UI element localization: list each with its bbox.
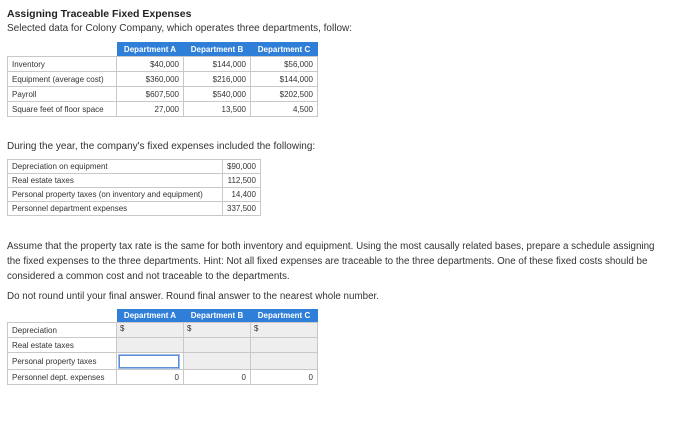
expense-label: Personnel department expenses	[8, 202, 223, 216]
depreciation-dept-b-input[interactable]	[184, 323, 251, 338]
cell-value: $202,500	[251, 87, 318, 102]
column-header: Department A	[117, 42, 184, 57]
row-label: Payroll	[8, 87, 117, 102]
rounding-instructions: Do not round until your final answer. Round final answer to the nearest whole number.	[7, 291, 379, 302]
column-header: Department C	[251, 42, 318, 57]
table-row	[8, 188, 261, 202]
instructions-paragraph: Assume that the property tax rate is the same for both inventory and equipment. Using the most causally related bases, prepare a schedule assigning the fixed expenses to the three departments. Hint: Not all fixed expenses are traceable to the three departments. One of these fixed costs should be considered a common cost and not traceable to the departments.	[7, 241, 655, 282]
personnel-dept-c-value: 0	[251, 370, 318, 385]
expense-value: 337,500	[223, 202, 261, 216]
cell-value: 27,000	[117, 102, 184, 117]
row-label: Real estate taxes	[8, 338, 117, 353]
cell-value: $56,000	[251, 57, 318, 72]
cell-value: $144,000	[184, 57, 251, 72]
page-subtitle: Selected data for Colony Company, which operates three departments, follow:	[7, 23, 352, 34]
row-label: Square feet of floor space	[8, 102, 117, 117]
cell-value: 4,500	[251, 102, 318, 117]
personal-property-taxes-dept-b-input[interactable]	[184, 353, 251, 370]
depreciation-dept-c-input[interactable]	[251, 323, 318, 338]
currency-symbol: $	[254, 324, 259, 333]
table-row	[8, 102, 318, 117]
table-row	[8, 72, 318, 87]
column-header: Department A	[117, 309, 184, 323]
cell-value: 13,500	[184, 102, 251, 117]
table-row	[8, 338, 318, 353]
expense-value: $90,000	[223, 160, 261, 174]
row-label: Inventory	[8, 57, 117, 72]
column-header: Department B	[184, 42, 251, 57]
real-estate-taxes-dept-b-input[interactable]	[184, 338, 251, 353]
row-label: Equipment (average cost)	[8, 72, 117, 87]
expense-label: Real estate taxes	[8, 174, 223, 188]
cell-value: $144,000	[251, 72, 318, 87]
personal-property-taxes-dept-c-input[interactable]	[251, 353, 318, 370]
fixed-expenses-table	[7, 159, 261, 216]
column-header: Department B	[184, 309, 251, 323]
currency-symbol: $	[187, 324, 192, 333]
depreciation-dept-a-input[interactable]	[117, 323, 184, 338]
cell-value: $360,000	[117, 72, 184, 87]
personal-property-taxes-dept-a-input[interactable]	[119, 355, 179, 368]
personnel-dept-b-value: 0	[184, 370, 251, 385]
expense-label: Personal property taxes (on inventory and equipment)	[8, 188, 223, 202]
personal-property-taxes-dept-a-cell[interactable]	[117, 353, 184, 370]
personnel-dept-a-value: 0	[117, 370, 184, 385]
column-header: Department C	[251, 309, 318, 323]
table-row	[8, 202, 261, 216]
cell-value: $216,000	[184, 72, 251, 87]
table-row	[8, 353, 318, 370]
table-row	[8, 57, 318, 72]
row-label: Personal property taxes	[8, 353, 117, 370]
real-estate-taxes-dept-c-input[interactable]	[251, 338, 318, 353]
cell-value: $40,000	[117, 57, 184, 72]
table-row	[8, 323, 318, 338]
table-row	[8, 160, 261, 174]
expense-value: 112,500	[223, 174, 261, 188]
expense-value: 14,400	[223, 188, 261, 202]
row-label: Depreciation	[8, 323, 117, 338]
table-row	[8, 87, 318, 102]
currency-symbol: $	[120, 324, 125, 333]
expense-label: Depreciation on equipment	[8, 160, 223, 174]
department-data-table	[7, 42, 318, 117]
table-row	[8, 174, 261, 188]
table-row	[8, 370, 318, 385]
cell-value: $540,000	[184, 87, 251, 102]
row-label: Personnel dept. expenses	[8, 370, 117, 385]
page-title: Assigning Traceable Fixed Expenses	[7, 8, 192, 20]
answer-schedule-table	[7, 309, 318, 385]
real-estate-taxes-dept-a-input[interactable]	[117, 338, 184, 353]
cell-value: $607,500	[117, 87, 184, 102]
expenses-intro: During the year, the company's fixed expenses included the following:	[7, 141, 316, 152]
